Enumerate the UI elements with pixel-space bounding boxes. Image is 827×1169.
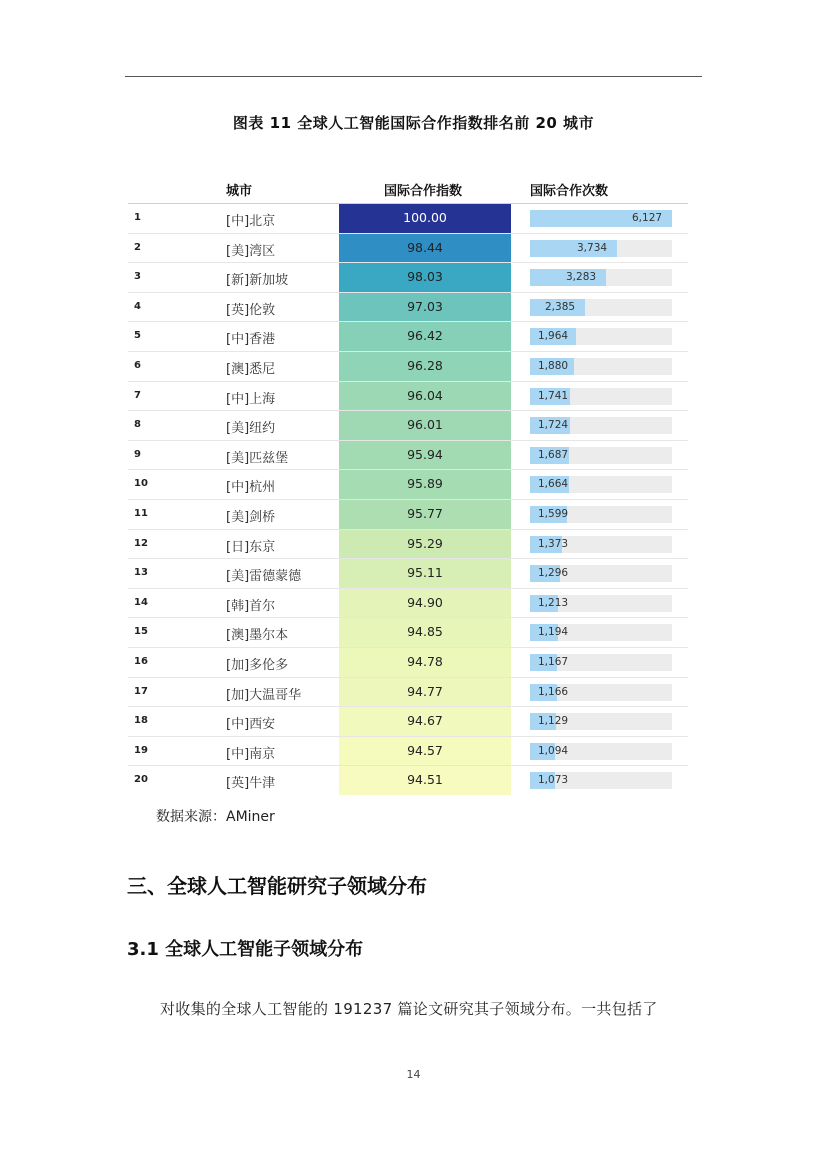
city-label: [中]南京 [226, 746, 276, 762]
index-cell: 97.03 [339, 293, 511, 322]
count-label: 1,724 [538, 419, 569, 432]
city-label: [中]杭州 [226, 480, 276, 496]
body-paragraph: 对收集的全球人工智能的 191237 篇论文研究其子领域分布。一共包括了 [160, 1000, 658, 1018]
table-row [128, 292, 688, 322]
rank-label: 18 [134, 715, 148, 727]
index-cell: 94.67 [339, 707, 511, 736]
header-count: 国际合作次数 [530, 184, 609, 199]
rank-label: 6 [134, 359, 141, 371]
count-label: 1,880 [538, 359, 569, 372]
table-row [128, 499, 688, 529]
rank-label: 7 [134, 389, 141, 401]
index-cell: 100.00 [339, 204, 511, 233]
count-label: 2,385 [545, 300, 576, 313]
table-row [128, 204, 688, 233]
count-label: 1,129 [538, 715, 569, 728]
city-label: [美]雷德蒙德 [226, 569, 302, 585]
count-label: 1,194 [538, 626, 569, 639]
index-cell: 94.57 [339, 737, 511, 766]
count-label: 1,296 [538, 567, 569, 580]
table-row [128, 410, 688, 440]
index-cell: 96.01 [339, 411, 511, 440]
city-label: [美]剑桥 [226, 509, 276, 525]
count-label: 1,166 [538, 685, 569, 698]
table-row [128, 736, 688, 766]
rank-label: 11 [134, 507, 148, 519]
city-label: [英]伦敦 [226, 302, 276, 318]
city-label: [韩]首尔 [226, 598, 276, 614]
count-label: 3,283 [566, 271, 597, 284]
count-label: 1,073 [538, 774, 569, 787]
table-row [128, 588, 688, 618]
city-label: [美]匹兹堡 [226, 450, 289, 466]
ranking-table [128, 176, 688, 795]
count-label: 1,373 [538, 537, 569, 550]
table-row [128, 706, 688, 736]
table-row [128, 677, 688, 707]
city-label: [澳]悉尼 [226, 361, 276, 377]
subsection-heading: 3.1 全球人工智能子领域分布 [127, 939, 364, 960]
table-row [128, 321, 688, 351]
table-row [128, 440, 688, 470]
table-row [128, 469, 688, 499]
index-cell: 94.51 [339, 766, 511, 795]
count-label: 1,964 [538, 330, 569, 343]
city-label: [中]香港 [226, 332, 276, 348]
count-bar-track [530, 269, 672, 286]
rank-label: 15 [134, 626, 148, 638]
table-header [128, 176, 688, 204]
figure-title: 图表 11 全球人工智能国际合作指数排名前 20 城市 [232, 114, 595, 132]
table-row [128, 558, 688, 588]
header-city: 城市 [226, 184, 253, 199]
rank-label: 13 [134, 567, 148, 579]
index-cell: 95.29 [339, 530, 511, 559]
city-label: [日]东京 [226, 539, 276, 555]
index-cell: 94.78 [339, 648, 511, 677]
table-row [128, 529, 688, 559]
count-label: 3,734 [577, 241, 608, 254]
rank-label: 20 [134, 774, 148, 786]
rank-label: 12 [134, 537, 148, 549]
city-label: [新]新加坡 [226, 273, 289, 289]
index-cell: 98.44 [339, 234, 511, 263]
rank-label: 10 [134, 478, 148, 490]
count-label: 6,127 [632, 212, 663, 224]
index-cell: 94.90 [339, 589, 511, 618]
city-label: [加]大温哥华 [226, 687, 302, 703]
table-row [128, 617, 688, 647]
index-cell: 94.85 [339, 618, 511, 647]
count-label: 1,094 [538, 744, 569, 757]
index-cell: 96.28 [339, 352, 511, 381]
city-label: [澳]墨尔本 [226, 628, 289, 644]
header-index: 国际合作指数 [384, 184, 463, 199]
table-row [128, 381, 688, 411]
rank-label: 14 [134, 596, 148, 608]
index-cell: 95.77 [339, 500, 511, 529]
rank-label: 16 [134, 655, 148, 667]
index-cell: 95.94 [339, 441, 511, 470]
count-label: 1,741 [538, 389, 569, 402]
index-cell: 95.11 [339, 559, 511, 588]
table-row [128, 262, 688, 292]
count-label: 1,213 [538, 596, 569, 609]
rank-label: 2 [134, 241, 141, 253]
rank-label: 17 [134, 685, 148, 697]
table-row [128, 647, 688, 677]
section-heading: 三、全球人工智能研究子领域分布 [127, 874, 427, 898]
city-label: [中]上海 [226, 391, 276, 407]
rank-label: 1 [134, 212, 141, 223]
data-source-note: 数据来源：AMiner [156, 809, 275, 825]
rank-label: 5 [134, 330, 141, 342]
index-cell: 94.77 [339, 678, 511, 707]
table-row [128, 233, 688, 263]
rank-label: 8 [134, 419, 141, 431]
count-label: 1,664 [538, 478, 569, 491]
index-cell: 95.89 [339, 470, 511, 499]
rank-label: 4 [134, 300, 141, 312]
count-label: 1,687 [538, 448, 569, 461]
table-row [128, 765, 688, 795]
rank-label: 9 [134, 448, 141, 460]
city-label: [美]湾区 [226, 243, 276, 259]
table-body [128, 204, 688, 795]
count-label: 1,599 [538, 507, 569, 520]
city-label: [加]多伦多 [226, 657, 289, 673]
index-cell: 98.03 [339, 263, 511, 292]
city-label: [中]北京 [226, 214, 276, 229]
city-label: [英]牛津 [226, 776, 276, 792]
city-label: [中]西安 [226, 717, 276, 733]
rank-label: 3 [134, 271, 141, 283]
index-cell: 96.04 [339, 382, 511, 411]
rank-label: 19 [134, 744, 148, 756]
page-number: 14 [406, 1068, 421, 1081]
city-label: [美]纽约 [226, 421, 276, 437]
table-row [128, 351, 688, 381]
top-rule [125, 76, 702, 77]
index-cell: 96.42 [339, 322, 511, 351]
count-label: 1,167 [538, 655, 569, 668]
